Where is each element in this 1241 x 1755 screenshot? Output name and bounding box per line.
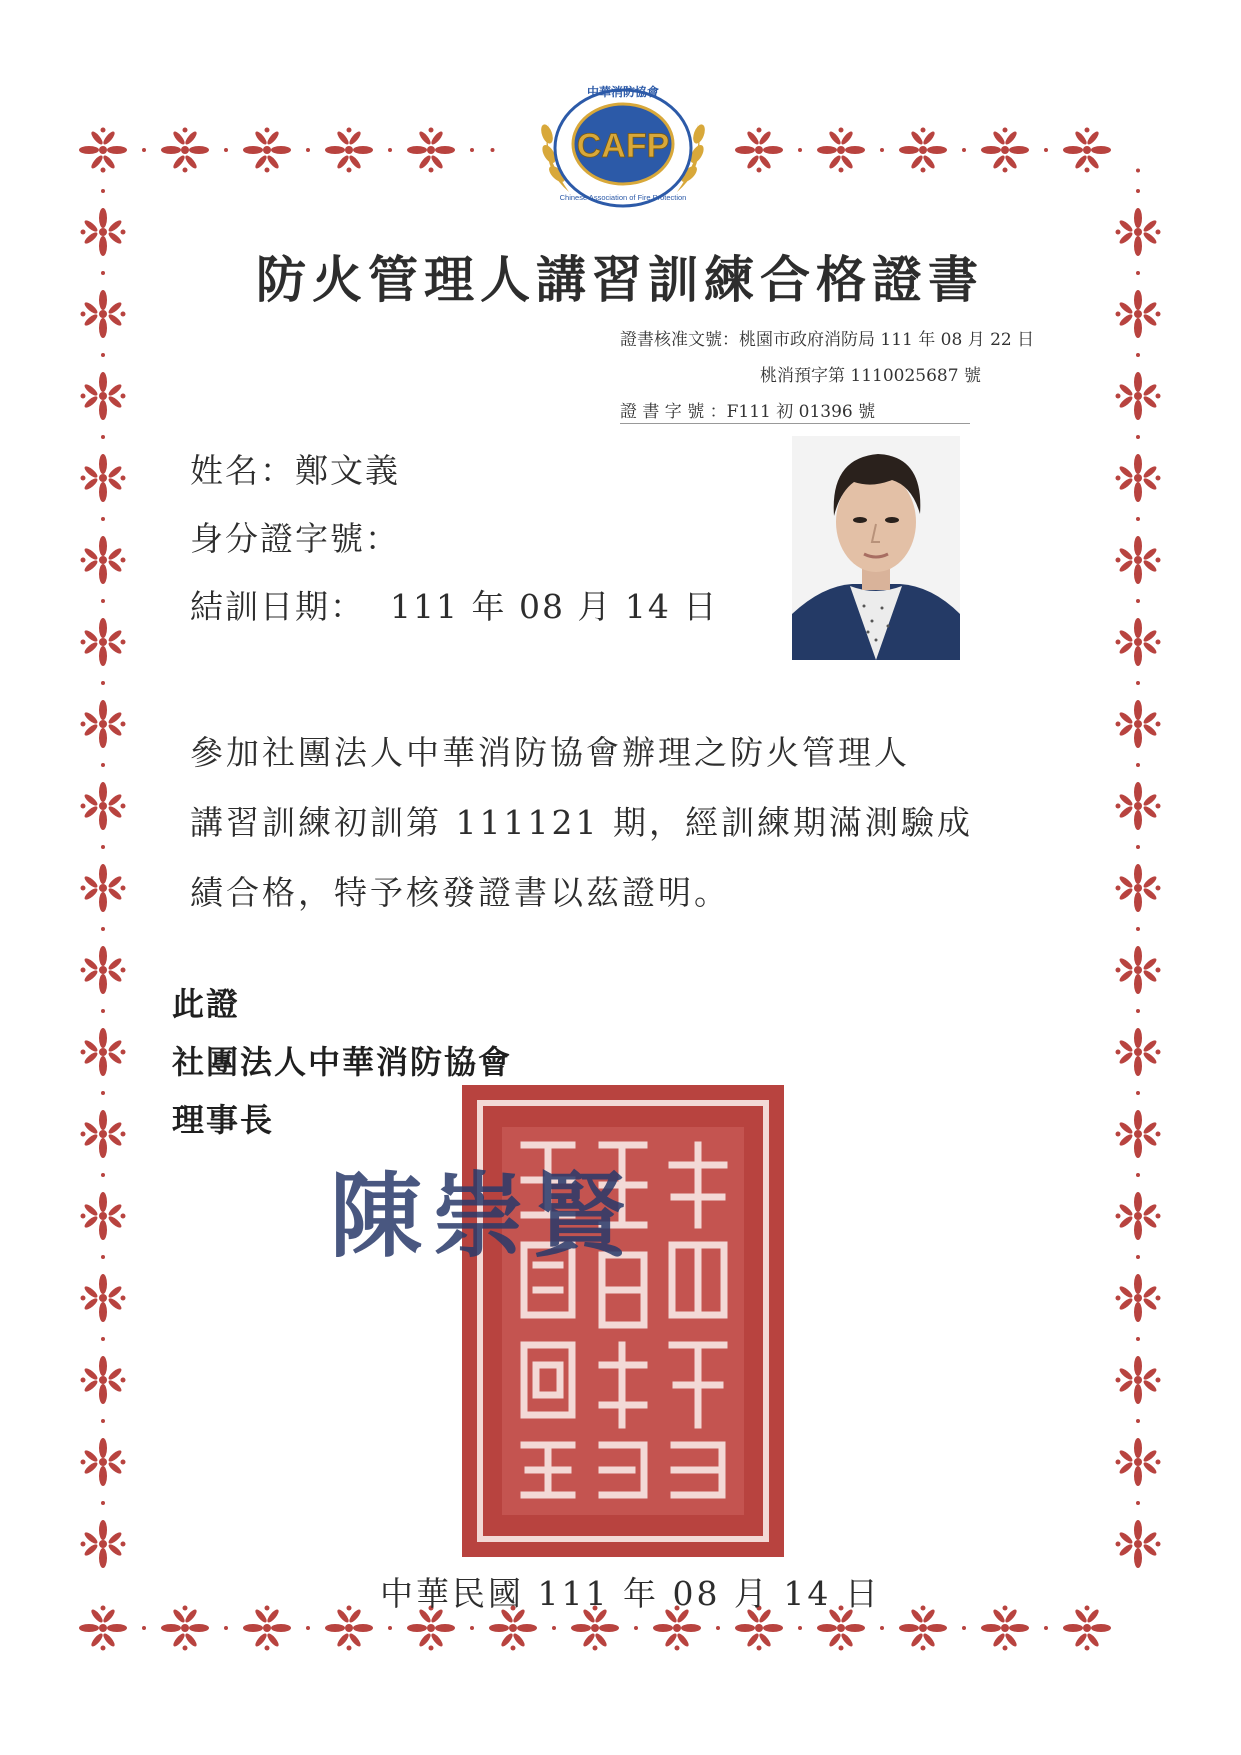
border-dot bbox=[101, 353, 105, 357]
id-number-field bbox=[190, 513, 400, 560]
fleur-ornament bbox=[81, 946, 126, 994]
fleur-ornament bbox=[735, 128, 783, 173]
border-dot bbox=[101, 333, 105, 337]
portrait-photo bbox=[792, 436, 960, 660]
border-dot bbox=[1136, 333, 1140, 337]
fleur-ornament bbox=[1116, 946, 1161, 994]
border-dot bbox=[368, 148, 372, 152]
border-dot bbox=[1136, 189, 1140, 193]
border-dot bbox=[470, 1626, 474, 1630]
border-dot bbox=[1136, 948, 1140, 952]
fleur-ornament bbox=[325, 128, 373, 173]
border-dot bbox=[1136, 251, 1140, 255]
border-dot bbox=[614, 1626, 618, 1630]
border-dot bbox=[1136, 497, 1140, 501]
border-dot bbox=[101, 579, 105, 583]
fleur-ornament bbox=[79, 128, 127, 173]
border-dot bbox=[101, 1317, 105, 1321]
fleur-ornament bbox=[1063, 128, 1111, 173]
border-dot bbox=[204, 1626, 208, 1630]
border-dot bbox=[101, 1173, 105, 1177]
fleur-ornament bbox=[1116, 1110, 1161, 1158]
border-dot bbox=[306, 1626, 310, 1630]
border-dot bbox=[450, 148, 454, 152]
border-dot bbox=[101, 620, 105, 624]
border-dot bbox=[1136, 271, 1140, 275]
name-value: 鄭文義 bbox=[295, 451, 400, 490]
border-dot bbox=[1136, 1009, 1140, 1013]
border-dot bbox=[1136, 702, 1140, 706]
fleur-ornament bbox=[1116, 618, 1161, 666]
fleur-ornament bbox=[407, 128, 455, 173]
border-dot bbox=[1136, 845, 1140, 849]
border-dot bbox=[101, 1112, 105, 1116]
border-dot bbox=[1136, 1337, 1140, 1341]
fleur-ornament bbox=[81, 1438, 126, 1486]
border-dot bbox=[101, 1501, 105, 1505]
border-dot bbox=[101, 866, 105, 870]
fleur-ornament bbox=[1116, 782, 1161, 830]
certificate-body bbox=[190, 718, 1050, 928]
border-dot bbox=[860, 148, 864, 152]
border-dot bbox=[101, 374, 105, 378]
border-dot bbox=[1136, 1255, 1140, 1259]
border-dot bbox=[491, 148, 495, 152]
fleur-ornament bbox=[243, 128, 291, 173]
border-dot bbox=[1044, 148, 1048, 152]
border-dot bbox=[962, 148, 966, 152]
fleur-ornament bbox=[81, 782, 126, 830]
border-dot bbox=[1136, 292, 1140, 296]
border-dot bbox=[1136, 661, 1140, 665]
border-dot bbox=[101, 1440, 105, 1444]
border-dot bbox=[1136, 599, 1140, 603]
fleur-ornament bbox=[1116, 864, 1161, 912]
border-dot bbox=[1136, 907, 1140, 911]
border-dot bbox=[101, 927, 105, 931]
border-dot bbox=[101, 517, 105, 521]
border-dot bbox=[1136, 1235, 1140, 1239]
fleur-ornament bbox=[1116, 1274, 1161, 1322]
fleur-ornament bbox=[1116, 290, 1161, 338]
fleur-ornament bbox=[1116, 1438, 1161, 1486]
border-dot bbox=[101, 497, 105, 501]
border-dot bbox=[101, 702, 105, 706]
border-dot bbox=[1136, 456, 1140, 460]
border-dot bbox=[101, 1399, 105, 1403]
border-dot bbox=[1136, 169, 1140, 173]
border-dot bbox=[798, 1626, 802, 1630]
border-dot bbox=[716, 1626, 720, 1630]
fleur-ornament bbox=[81, 454, 126, 502]
border-dot bbox=[101, 271, 105, 275]
border-dot bbox=[1136, 1091, 1140, 1095]
border-dot bbox=[1136, 579, 1140, 583]
border-dot bbox=[880, 1626, 884, 1630]
fleur-ornament bbox=[79, 1606, 127, 1651]
fleur-ornament bbox=[1116, 372, 1161, 420]
border-dot bbox=[1136, 353, 1140, 357]
border-dot bbox=[470, 148, 474, 152]
chairman-signature bbox=[330, 1150, 660, 1270]
border-dot bbox=[101, 1337, 105, 1341]
border-dot bbox=[1136, 1317, 1140, 1321]
logo-ring-text: Chinese Association of Fire Protection bbox=[559, 193, 687, 202]
border-dot bbox=[1136, 1358, 1140, 1362]
border-dot bbox=[101, 1030, 105, 1034]
border-dot bbox=[1136, 1399, 1140, 1403]
border-dot bbox=[1136, 763, 1140, 767]
border-dot bbox=[101, 763, 105, 767]
name-label: 姓名： bbox=[190, 451, 295, 490]
border-dot bbox=[450, 1626, 454, 1630]
border-dot bbox=[1024, 148, 1028, 152]
border-dot bbox=[1136, 1276, 1140, 1280]
border-dot bbox=[1136, 1153, 1140, 1157]
fleur-ornament bbox=[981, 1606, 1029, 1651]
fleur-ornament bbox=[1116, 536, 1161, 584]
fleur-ornament bbox=[1116, 1192, 1161, 1240]
approval-divider bbox=[620, 423, 970, 424]
border-dot bbox=[942, 148, 946, 152]
border-dot bbox=[286, 148, 290, 152]
fleur-ornament bbox=[81, 700, 126, 748]
border-dot bbox=[1136, 620, 1140, 624]
fleur-ornament bbox=[81, 1028, 126, 1076]
fleur-ornament bbox=[81, 1356, 126, 1404]
border-dot bbox=[101, 1358, 105, 1362]
fleur-ornament bbox=[81, 208, 126, 256]
border-dot bbox=[634, 1626, 638, 1630]
border-dot bbox=[142, 1626, 146, 1630]
certificate-number: 證 書 字 號 ：F111 初 01396 號 bbox=[620, 402, 876, 422]
fleur-ornament bbox=[243, 1606, 291, 1651]
border-dot bbox=[101, 661, 105, 665]
border-dot bbox=[101, 1255, 105, 1259]
border-dot bbox=[1136, 435, 1140, 439]
border-dot bbox=[1136, 989, 1140, 993]
border-dot bbox=[552, 1626, 556, 1630]
border-dot bbox=[101, 825, 105, 829]
fleur-ornament bbox=[81, 618, 126, 666]
body-line-1: 參加社團法人中華消防協會辦理之防火管理人 bbox=[190, 733, 910, 772]
border-dot bbox=[101, 1071, 105, 1075]
border-dot bbox=[101, 743, 105, 747]
border-dot bbox=[532, 1626, 536, 1630]
border-dot bbox=[101, 784, 105, 788]
border-dot bbox=[101, 1522, 105, 1526]
fleur-ornament bbox=[1116, 1356, 1161, 1404]
border-dot bbox=[1136, 784, 1140, 788]
approval-document-number: 桃消預字第 1110025687 號 bbox=[760, 366, 981, 386]
certificate-title: 防火管理人講習訓練合格證書 bbox=[256, 250, 984, 309]
logo-top-text: 中華消防協會 bbox=[586, 85, 660, 99]
border-dot bbox=[101, 189, 105, 193]
fleur-ornament bbox=[81, 536, 126, 584]
border-dot bbox=[1136, 1071, 1140, 1075]
border-dot bbox=[101, 1091, 105, 1095]
fleur-ornament bbox=[81, 1192, 126, 1240]
border-dot bbox=[778, 1626, 782, 1630]
border-dot bbox=[860, 1626, 864, 1630]
border-dot bbox=[101, 989, 105, 993]
border-dot bbox=[1136, 1112, 1140, 1116]
border-dot bbox=[1136, 681, 1140, 685]
issue-date: 中華民國 111 年 08 月 14 日 bbox=[380, 1574, 881, 1613]
fleur-ornament bbox=[81, 372, 126, 420]
border-dot bbox=[798, 148, 802, 152]
fleur-ornament bbox=[1116, 208, 1161, 256]
fleur-ornament bbox=[1116, 1028, 1161, 1076]
body-line-3: 績合格，特予核發證書以茲證明。 bbox=[190, 873, 730, 912]
fleur-ornament bbox=[81, 864, 126, 912]
border-dot bbox=[1136, 927, 1140, 931]
body-line-2: 講習訓練初訓第 111121 期，經訓練期滿測驗成 bbox=[190, 803, 973, 842]
border-dot bbox=[1136, 1501, 1140, 1505]
border-dot bbox=[1136, 825, 1140, 829]
border-dot bbox=[101, 1419, 105, 1423]
border-dot bbox=[101, 292, 105, 296]
border-dot bbox=[101, 435, 105, 439]
border-dot bbox=[306, 148, 310, 152]
border-dot bbox=[224, 148, 228, 152]
name-field bbox=[190, 445, 400, 492]
fleur-ornament bbox=[817, 128, 865, 173]
issuer-title: 理事長 bbox=[172, 1101, 275, 1139]
border-dot bbox=[1136, 1419, 1140, 1423]
fleur-ornament bbox=[1116, 700, 1161, 748]
border-dot bbox=[101, 1194, 105, 1198]
border-dot bbox=[101, 456, 105, 460]
border-dot bbox=[101, 948, 105, 952]
border-dot bbox=[962, 1626, 966, 1630]
fleur-ornament bbox=[81, 1274, 126, 1322]
border-dot bbox=[101, 1153, 105, 1157]
signature-text: 陳崇賢 bbox=[330, 1162, 637, 1270]
border-dot bbox=[101, 1481, 105, 1485]
border-dot bbox=[388, 1626, 392, 1630]
border-dot bbox=[101, 681, 105, 685]
border-dot bbox=[1136, 1522, 1140, 1526]
border-dot bbox=[122, 1626, 126, 1630]
fleur-ornament bbox=[1063, 1606, 1111, 1651]
border-dot bbox=[1136, 866, 1140, 870]
border-dot bbox=[101, 1276, 105, 1280]
border-dot bbox=[1136, 1173, 1140, 1177]
border-dot bbox=[101, 907, 105, 911]
border-dot bbox=[286, 1626, 290, 1630]
fleur-ornament bbox=[1116, 1520, 1161, 1568]
border-dot bbox=[1024, 1626, 1028, 1630]
fleur-ornament bbox=[325, 1606, 373, 1651]
completion-date-label: 結訓日期： bbox=[190, 587, 365, 626]
border-dot bbox=[942, 1626, 946, 1630]
fleur-ornament bbox=[81, 290, 126, 338]
fleur-ornament bbox=[81, 1110, 126, 1158]
border-dot bbox=[142, 148, 146, 152]
fleur-ornament bbox=[161, 1606, 209, 1651]
id-number-label: 身分證字號： bbox=[190, 519, 400, 558]
border-dot bbox=[1136, 538, 1140, 542]
fleur-ornament bbox=[1116, 454, 1161, 502]
border-dot bbox=[101, 1009, 105, 1013]
border-dot bbox=[1136, 1194, 1140, 1198]
border-dot bbox=[1136, 1440, 1140, 1444]
completion-date-value: 111 年 08 月 14 日 bbox=[389, 587, 719, 626]
border-dot bbox=[1136, 1481, 1140, 1485]
border-dot bbox=[388, 148, 392, 152]
border-dot bbox=[880, 148, 884, 152]
fleur-ornament bbox=[899, 128, 947, 173]
border-dot bbox=[1136, 743, 1140, 747]
border-dot bbox=[1044, 1626, 1048, 1630]
fleur-ornament bbox=[161, 128, 209, 173]
border-dot bbox=[101, 845, 105, 849]
border-dot bbox=[696, 1626, 700, 1630]
issuer-line-certify: 此證 bbox=[172, 985, 241, 1023]
border-dot bbox=[368, 1626, 372, 1630]
border-dot bbox=[101, 169, 105, 173]
approval-block bbox=[620, 322, 1034, 430]
fleur-ornament bbox=[981, 128, 1029, 173]
approval-number: 證書核准文號：桃園市政府消防局 111 年 08 月 22 日 bbox=[620, 330, 1035, 350]
border-dot bbox=[1136, 517, 1140, 521]
border-dot bbox=[101, 251, 105, 255]
border-dot bbox=[1136, 1030, 1140, 1034]
border-dot bbox=[204, 148, 208, 152]
completion-date-field bbox=[190, 581, 718, 628]
border-dot bbox=[1136, 210, 1140, 214]
border-dot bbox=[101, 210, 105, 214]
border-dot bbox=[1136, 415, 1140, 419]
border-dot bbox=[1136, 374, 1140, 378]
border-dot bbox=[224, 1626, 228, 1630]
fleur-ornament bbox=[81, 1520, 126, 1568]
issuer-block bbox=[172, 975, 512, 1149]
fleur-ornament bbox=[899, 1606, 947, 1651]
logo-abbr: CAFP bbox=[576, 127, 670, 165]
issuer-organization: 社團法人中華消防協會 bbox=[172, 1043, 513, 1081]
border-dot bbox=[778, 148, 782, 152]
border-dot bbox=[101, 415, 105, 419]
border-dot bbox=[122, 148, 126, 152]
border-dot bbox=[101, 538, 105, 542]
border-dot bbox=[101, 599, 105, 603]
border-dot bbox=[101, 1235, 105, 1239]
cafp-logo bbox=[533, 82, 713, 212]
